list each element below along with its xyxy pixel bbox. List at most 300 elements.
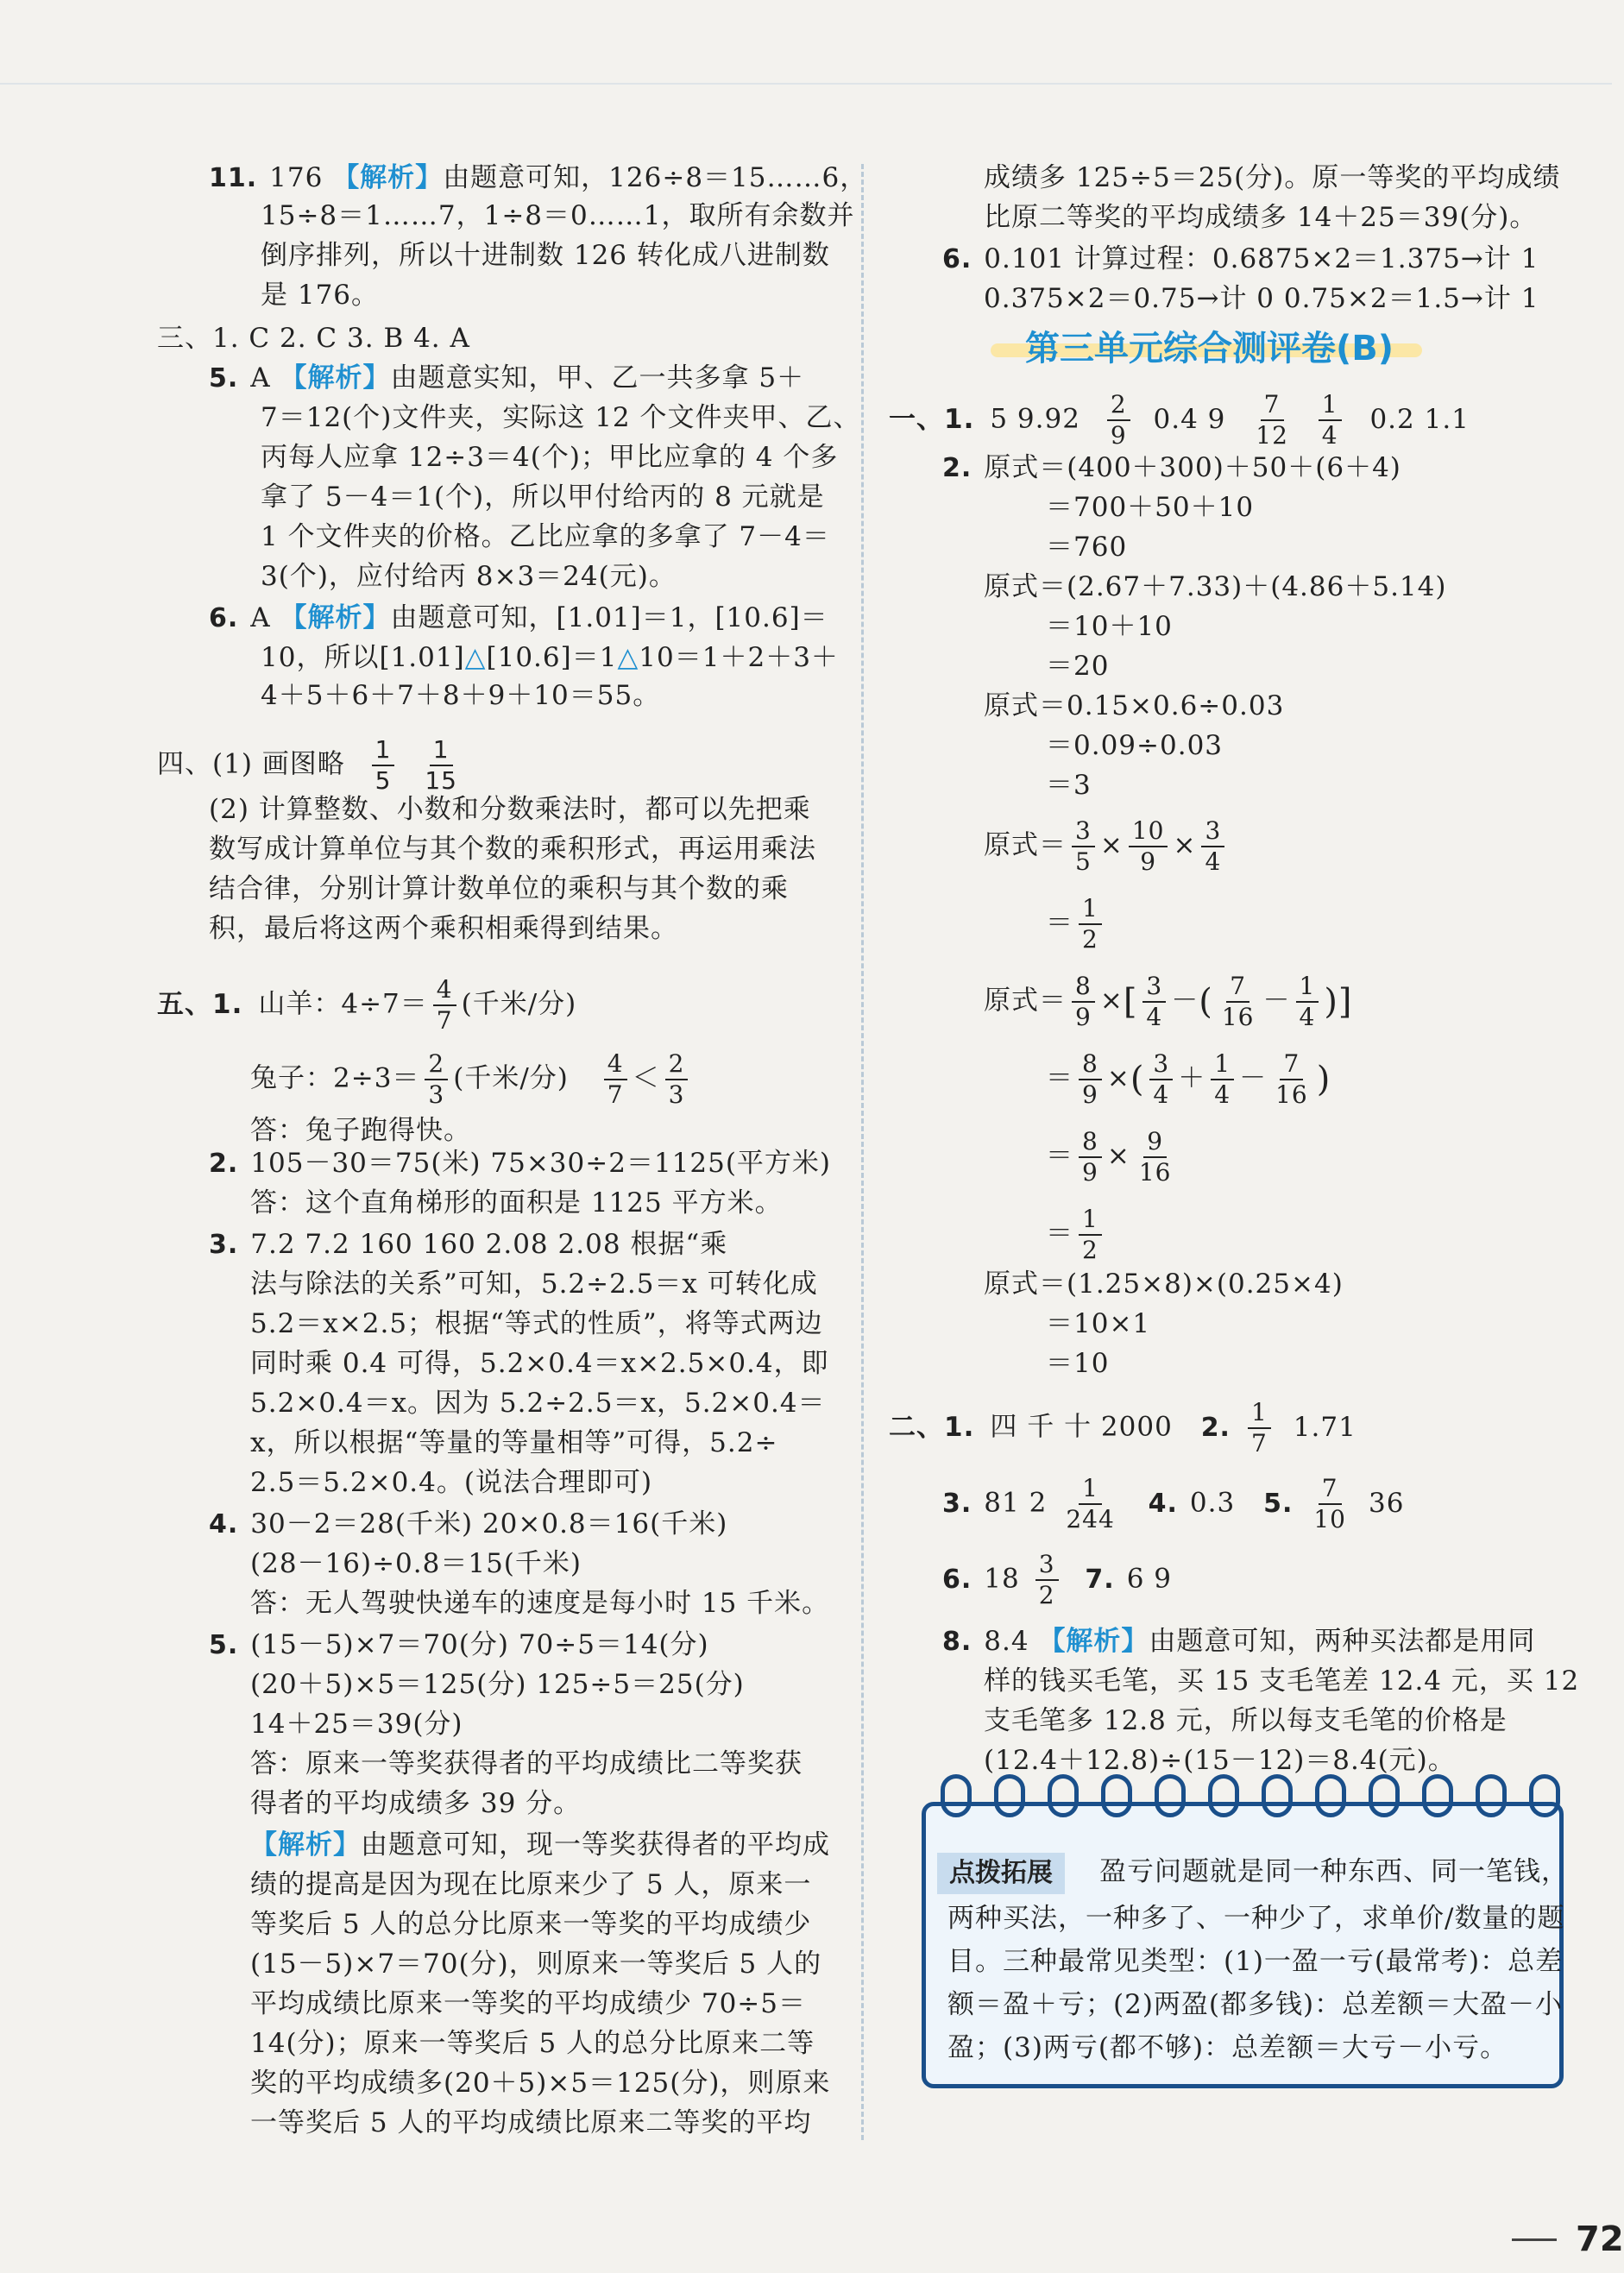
r-s1-label: 一、1.: [889, 403, 975, 435]
left-line: [209, 870, 789, 908]
denominator: 4: [1146, 1003, 1163, 1031]
r-s2-q2-answer: 1.71: [1293, 1411, 1356, 1443]
line-text: 倒序排列，所以十进制数 126 转化成八进制数: [261, 240, 830, 271]
line-text: 比原二等奖的平均成绩多 14＋25＝39(分)。: [984, 202, 1538, 233]
s3-q6-line2: [261, 639, 839, 677]
minus-operator: －: [1262, 985, 1291, 1017]
r-s2-q6-line: [942, 1550, 1172, 1610]
right-line: [984, 687, 1284, 725]
line-text: 平均成绩比原来一等奖的平均成绩少 70÷5＝: [250, 1988, 806, 2019]
page-number-dash: [1512, 2238, 1557, 2241]
expr-lhs: 原式＝: [984, 829, 1067, 861]
numerator: 7: [1261, 390, 1284, 421]
line-text: 积，最后将这两个乘积相乘得到结果。: [209, 913, 678, 944]
q6-text-b: [10.6]＝1: [486, 642, 618, 673]
r-s2-q7-number: 7.: [1085, 1564, 1115, 1595]
r-expr4-result: [1046, 894, 1107, 954]
line-text: 原式＝(1.25×8)×(0.25×4): [984, 1269, 1344, 1300]
s3-q5-number: 5.: [209, 363, 239, 394]
fraction: [1272, 1049, 1312, 1110]
left-line: [250, 1384, 826, 1422]
denominator: 3: [428, 1080, 445, 1109]
numerator: 10: [1129, 816, 1168, 847]
binder-ring-icon: [1155, 1774, 1186, 1817]
denominator: 16: [1138, 1158, 1172, 1187]
s5-q5-analysis-text: 由题意可知，现一等奖获得者的平均成: [361, 1829, 830, 1861]
denominator: 244: [1066, 1505, 1115, 1533]
line-text: 答：兔子跑得快。: [250, 1115, 471, 1146]
line-text: 答：原来一等奖获得者的平均成绩比二等奖获: [250, 1748, 803, 1779]
denominator: 15: [425, 766, 457, 795]
denominator: 3: [668, 1080, 685, 1109]
line-text: 支毛笔多 12.8 元，所以每支毛笔的价格是: [984, 1705, 1508, 1736]
s5-q1-goat-line: [157, 975, 576, 1036]
left-line: [250, 1584, 829, 1622]
line-text: 105－30＝75(米) 75×30÷2＝1125(平方米): [250, 1148, 832, 1179]
numerator: 4: [604, 1049, 627, 1080]
numerator: 1: [372, 735, 395, 766]
numerator: 4: [433, 975, 456, 1006]
question-number: 3.: [209, 1230, 239, 1260]
equals-sign: ＝: [1046, 1062, 1073, 1094]
s4-q1-line: [157, 735, 466, 796]
r-s2-q3-answer: 81 2: [984, 1487, 1048, 1519]
r-s2-label: 二、1.: [889, 1411, 975, 1443]
line-text: 答：无人驾驶快递车的速度是每小时 15 千米。: [250, 1588, 830, 1619]
q6-text-c: 10＝1＋2＋3＋: [639, 642, 839, 673]
fraction: [1252, 390, 1292, 450]
left-line: [209, 830, 816, 868]
times-operator: ×: [1106, 1140, 1130, 1172]
numerator: 1: [1079, 1205, 1102, 1236]
left-line: [261, 478, 825, 516]
q6-text-a: 10，所以[1.01]: [261, 642, 465, 673]
times-operator: ×: [1099, 829, 1124, 861]
fraction: [433, 975, 456, 1036]
right-line: [942, 240, 1539, 279]
line-text: 法与除法的关系”可知，5.2÷2.5＝x 可转化成: [250, 1269, 818, 1300]
denominator: 10: [1313, 1505, 1346, 1533]
denominator: 9: [1082, 1080, 1098, 1109]
s3-q6-line: [209, 599, 828, 638]
line-text: 一等奖后 5 人的平均成绩比原来二等奖的平均: [250, 2107, 812, 2138]
right-line: [942, 449, 1401, 488]
fraction: [1296, 972, 1319, 1032]
q11-analysis-text: 由题意可知，126÷8＝15……6，: [443, 162, 868, 193]
r-expr5-step2: [1046, 1049, 1331, 1110]
equals-sign: ＝: [1046, 1140, 1073, 1172]
left-line: [209, 1505, 727, 1544]
expr-lhs: 原式＝: [984, 985, 1067, 1017]
line-text: ＝10×1: [1046, 1308, 1151, 1339]
numerator: 1: [1296, 972, 1319, 1003]
fraction: [1079, 1127, 1102, 1187]
left-line: [250, 1344, 829, 1382]
numerator: 2: [665, 1049, 689, 1080]
r-expr5-result: [1046, 1205, 1107, 1265]
numerator: 8: [1079, 1049, 1102, 1080]
left-line: [250, 1305, 823, 1343]
binder-ring-icon: [1369, 1774, 1400, 1817]
r-s2-q5-number: 5.: [1263, 1488, 1294, 1519]
denominator: 7: [607, 1080, 624, 1109]
left-line: [250, 1265, 818, 1303]
bracket: ): [1316, 1060, 1331, 1099]
column-divider: [861, 164, 864, 2140]
line-text: 结合律，分别计算计数单位的乘积与其个数的乘: [209, 873, 789, 904]
fraction: [1142, 972, 1166, 1032]
line-text: ＝0.09÷0.03: [1046, 730, 1224, 761]
line-text: 原式＝(2.67＋7.33)＋(4.86＋5.14): [984, 571, 1447, 602]
denominator: 16: [1275, 1080, 1308, 1109]
line-text: (12.4＋12.8)÷(15－12)＝8.4(元)。: [984, 1745, 1456, 1776]
line-text: 15÷8＝1……7，1÷8＝0……1，取所有余数并: [261, 200, 855, 231]
denominator: 4: [1299, 1003, 1316, 1031]
r-s2-q2-number: 2.: [1200, 1412, 1231, 1443]
line-text: 3(个)，应付给丙 8×3＝24(元)。: [261, 561, 677, 592]
minus-operator: －: [1171, 985, 1199, 1017]
denominator: 5: [375, 766, 392, 795]
fraction: [1136, 1127, 1175, 1187]
left-line: [250, 1665, 745, 1703]
fraction: [425, 1049, 448, 1110]
s5-q1-rabbit-line: [250, 1049, 693, 1110]
left-line: [250, 2024, 815, 2062]
binder-ring-icon: [1101, 1774, 1132, 1817]
left-line: [261, 438, 838, 476]
left-line: [157, 319, 470, 357]
binder-ring-icon: [1422, 1774, 1453, 1817]
left-line: [209, 1626, 709, 1665]
s3-q6-analysis-text: 由题意可知，[1.01]＝1，[10.6]＝: [390, 602, 828, 633]
denominator: 16: [1221, 1003, 1255, 1031]
right-line: [984, 159, 1560, 197]
r-s1-q1-line: [889, 390, 1470, 450]
numerator: 2: [1107, 390, 1130, 421]
denominator: 9: [1082, 1158, 1098, 1187]
fraction: [1107, 390, 1130, 450]
fraction: [1218, 972, 1258, 1032]
left-line: [250, 2064, 830, 2102]
r-expr5-line: [984, 972, 1353, 1032]
tip-line-5: 盈；(3)两亏(都不够)：总差额＝大亏－小亏。: [947, 2032, 1508, 2063]
line-text: 绩的提高是因为现在比原来少了 5 人，原来一: [250, 1869, 812, 1900]
line-text: 14(分)；原来一等奖后 5 人的总分比原来二等: [250, 2028, 815, 2059]
fraction: [1079, 1049, 1102, 1110]
q11-line: [209, 159, 867, 198]
right-line: [984, 198, 1537, 236]
equals-sign: ＝: [1046, 1218, 1073, 1250]
bracket: )]: [1324, 982, 1353, 1022]
binder-ring-icon: [1315, 1774, 1346, 1817]
rabbit-unit: (千米/分): [453, 1062, 569, 1094]
line-text: ＝20: [1046, 651, 1110, 682]
numerator: 3: [1035, 1550, 1059, 1581]
s4-label: 四、(1) 画图略: [157, 748, 345, 780]
left-line: [261, 276, 379, 314]
minus-operator: －: [1239, 1062, 1268, 1094]
q11-analysis-tag: 【解析】: [332, 162, 444, 193]
left-line: [250, 1945, 821, 1983]
fraction: [1072, 816, 1095, 877]
numerator: 1: [1079, 894, 1102, 925]
fraction: [1129, 816, 1168, 877]
line-text: 数写成计算单位与其个数的乘积形式，再运用乘法: [209, 834, 816, 865]
q11-number: 11.: [209, 163, 258, 193]
r-s2-q8-answer: 8.4: [984, 1626, 1039, 1657]
line-text: 0.375×2＝0.75→计 0 0.75×2＝1.5→计 1: [984, 283, 1539, 314]
line-text: ＝10: [1046, 1348, 1110, 1379]
fraction: [1310, 1474, 1350, 1534]
r-s1-values-c: 0.2 1.1: [1369, 403, 1470, 435]
right-line: [1046, 727, 1223, 765]
line-text: (15－5)×7＝70(分) 70÷5＝14(分): [250, 1629, 709, 1660]
fraction: [372, 735, 395, 796]
tip-tag: 点拨拓展: [937, 1853, 1065, 1894]
triangle-operator-icon: △: [617, 642, 639, 673]
right-line: [984, 1702, 1508, 1740]
numerator: 1: [1248, 1398, 1271, 1429]
q11-answer: 176: [269, 162, 333, 193]
right-line: [1046, 1344, 1109, 1382]
line-text: 2.5＝5.2×0.4。(说法合理即可): [250, 1467, 653, 1498]
question-number: 2.: [942, 453, 973, 483]
r-s2-q7-answer: 6 9: [1126, 1563, 1173, 1595]
denominator: 2: [1038, 1581, 1055, 1609]
line-text: 30－2＝28(千米) 20×0.8＝16(千米): [250, 1508, 728, 1539]
fraction: [1149, 1049, 1173, 1110]
tip-line-2: 两种买法，一种多了、一种少了，求单价/数量的题: [947, 1903, 1565, 1934]
numerator: 3: [1149, 1049, 1173, 1080]
binder-ring-icon: [1262, 1774, 1293, 1817]
s3-q5-line: [209, 359, 804, 398]
left-line: [261, 236, 830, 274]
numerator: 3: [1201, 816, 1224, 847]
r-s2-q3-line: [942, 1474, 1404, 1534]
right-line: [984, 1662, 1579, 1700]
left-line: [261, 197, 854, 235]
goat-unit: (千米/分): [461, 988, 577, 1020]
left-line: [261, 677, 660, 715]
left-line: [250, 1705, 463, 1743]
line-text: 样的钱买毛笔，买 15 支毛笔差 12.4 元，买 12: [984, 1665, 1580, 1697]
r-s2-q8-number: 8.: [942, 1627, 973, 1657]
numerator: 2: [425, 1049, 448, 1080]
numerator: 9: [1143, 1127, 1167, 1158]
fraction: [421, 735, 461, 796]
numerator: 1: [1319, 390, 1342, 421]
denominator: 9: [1075, 1003, 1092, 1031]
right-line: [1046, 528, 1127, 566]
line-text: (28－16)÷0.8＝15(千米): [250, 1548, 582, 1579]
binder-ring-icon: [994, 1774, 1025, 1817]
r-s2-q8-analysis-text: 由题意可知，两种买法都是用同: [1149, 1626, 1536, 1657]
left-line: [209, 1144, 831, 1183]
question-number: 6.: [942, 244, 973, 274]
denominator: 7: [1250, 1429, 1268, 1458]
unit-title: 第三单元综合测评卷(B): [1025, 321, 1394, 370]
right-line: [984, 568, 1446, 606]
triangle-operator-icon: △: [464, 642, 487, 673]
tip-line-1: 盈亏问题就是同一种东西、同一笔钱，: [1099, 1856, 1569, 1887]
line-text: ＝3: [1046, 770, 1092, 801]
r-s2-q6-number: 6.: [942, 1564, 973, 1595]
denominator: 9: [1140, 847, 1157, 876]
line-text: 同时乘 0.4 可得，5.2×0.4＝x×2.5×0.4，即: [250, 1348, 829, 1379]
left-line: [209, 790, 811, 828]
r-s2-q8-analysis-tag: 【解析】: [1038, 1626, 1149, 1657]
denominator: 2: [1082, 925, 1098, 954]
left-line: [250, 1905, 811, 1943]
line-text: x，所以根据“等量的等量相等”可得，5.2÷: [250, 1427, 778, 1458]
line-text: 丙每人应拿 12÷3＝4(个)；甲比应拿的 4 个多: [261, 442, 839, 473]
line-text: 等奖后 5 人的总分比原来一等奖的平均成绩少: [250, 1909, 812, 1940]
left-line: [250, 2104, 811, 2142]
r-expr4-line: [984, 816, 1230, 877]
right-line: [1046, 608, 1173, 645]
question-number: 2.: [209, 1149, 239, 1179]
fraction: [1062, 1474, 1117, 1534]
fraction: [1201, 816, 1224, 877]
fraction: [665, 1049, 689, 1110]
right-line: [1046, 488, 1254, 526]
left-line: [261, 557, 677, 595]
numerator: 8: [1072, 972, 1095, 1003]
left-line: [209, 910, 678, 948]
line-text: 7.2 7.2 160 160 2.08 2.08 根据“乘: [250, 1229, 728, 1260]
tip-line-4: 额＝盈＋亏；(2)两盈(都多钱)：总差额＝大盈－小: [947, 1989, 1564, 2020]
line-text: 成绩多 125÷5＝25(分)。原一等奖的平均成绩: [984, 162, 1561, 193]
denominator: 4: [1321, 421, 1338, 450]
fraction: [1079, 1205, 1102, 1265]
numerator: 1: [1211, 1049, 1234, 1080]
r-s2-q4-number: 4.: [1148, 1488, 1178, 1519]
line-text: ＝10＋10: [1046, 611, 1173, 642]
denominator: 9: [1110, 421, 1127, 450]
left-line: [250, 1545, 582, 1583]
fraction: [1211, 1049, 1234, 1110]
line-text: 7＝12(个)文件夹，实际这 12 个文件夹甲、乙、: [261, 402, 861, 433]
fraction: [1079, 894, 1102, 954]
fraction: [604, 1049, 627, 1110]
left-line: [261, 518, 830, 556]
r-s2-q1-answer: 四 千 十 2000: [990, 1411, 1173, 1443]
compare-operator: ＜: [632, 1062, 660, 1094]
bracket: (: [1130, 1060, 1145, 1099]
binder-ring-icon: [941, 1774, 972, 1817]
line-text: 原式＝0.15×0.6÷0.03: [984, 690, 1285, 721]
left-line: [250, 1184, 783, 1222]
r-s2-q6-answer: 18: [984, 1563, 1020, 1595]
denominator: 4: [1214, 1080, 1231, 1109]
r-s2-q1-line: [889, 1398, 1356, 1458]
denominator: 2: [1082, 1236, 1098, 1264]
line-text: 原式＝(400＋300)＋50＋(6＋4): [984, 452, 1401, 483]
r-s1-values-a: 5 9.92: [990, 403, 1080, 435]
line-text: 14＋25＝39(分): [250, 1709, 463, 1740]
fraction: [1319, 390, 1342, 450]
s5-label: 五、1.: [157, 988, 243, 1020]
line-text: 三、1. C 2. C 3. B 4. A: [157, 323, 470, 354]
line-text: 是 176。: [261, 280, 380, 311]
s3-q5-analysis-tag: 【解析】: [280, 362, 391, 394]
times-operator: ×: [1106, 1062, 1130, 1094]
line-text: 拿了 5－4＝1(个)，所以甲付给丙的 8 元就是: [261, 482, 825, 513]
binder-rings: [941, 1774, 1562, 1835]
numerator: 7: [1280, 1049, 1303, 1080]
fraction: [1072, 972, 1095, 1032]
binder-ring-icon: [1529, 1774, 1560, 1817]
binder-ring-icon: [1476, 1774, 1507, 1817]
right-line: [1046, 647, 1109, 685]
goat-expr: 山羊：4÷7＝: [258, 988, 428, 1020]
left-line: [261, 399, 861, 437]
s3-q5-answer: A: [250, 362, 280, 394]
line-text: 0.101 计算过程：0.6875×2＝1.375→计 1: [984, 243, 1539, 274]
fraction: [1248, 1398, 1271, 1458]
line-text: 得者的平均成绩多 39 分。: [250, 1788, 582, 1819]
numerator: 7: [1319, 1474, 1342, 1505]
line-text: (15－5)×7＝70(分)，则原来一等奖后 5 人的: [250, 1949, 822, 1980]
tip-line-3: 目。三种最常见类型：(1)一盈一亏(最常考)：总差: [947, 1946, 1564, 1977]
r-expr5-step3: [1046, 1127, 1180, 1187]
line-text: ＝760: [1046, 532, 1128, 563]
numerator: 8: [1079, 1127, 1102, 1158]
question-number: 4.: [209, 1509, 239, 1539]
r-s2-q5-answer: 36: [1369, 1487, 1405, 1519]
line-text: (20＋5)×5＝125(分) 125÷5＝25(分): [250, 1669, 745, 1700]
left-line: [250, 1424, 777, 1462]
left-line: [209, 1225, 727, 1264]
binder-ring-icon: [1048, 1774, 1079, 1817]
page-number: 72: [1576, 2219, 1624, 2259]
numerator: 3: [1142, 972, 1166, 1003]
denominator: 7: [436, 1006, 453, 1035]
r-s2-q4-answer: 0.3: [1189, 1487, 1236, 1519]
bracket: (: [1199, 982, 1213, 1022]
top-rule: [0, 83, 1612, 85]
left-line: [250, 1866, 811, 1904]
r-s2-q3-number: 3.: [942, 1488, 973, 1519]
rabbit-expr: 兔子：2÷3＝: [250, 1062, 420, 1094]
right-line: [1046, 766, 1092, 804]
bracket: [: [1123, 982, 1138, 1022]
numerator: 7: [1226, 972, 1249, 1003]
numerator: 1: [1079, 1474, 1102, 1505]
line-text: 答：这个直角梯形的面积是 1125 平方米。: [250, 1187, 783, 1218]
denominator: 4: [1205, 847, 1222, 876]
line-text: 4＋5＋6＋7＋8＋9＋10＝55。: [261, 680, 661, 711]
right-line: [984, 1265, 1344, 1303]
denominator: 4: [1153, 1080, 1170, 1109]
denominator: 12: [1256, 421, 1288, 450]
right-line: [984, 280, 1539, 318]
left-line: [250, 1985, 806, 2023]
denominator: 5: [1075, 847, 1092, 876]
times-operator: ×: [1099, 985, 1124, 1017]
right-line: [1046, 1305, 1150, 1343]
times-operator: ×: [1173, 829, 1197, 861]
r-s1-values-b: 0.4 9: [1153, 403, 1226, 435]
question-number: 5.: [209, 1630, 239, 1660]
line-text: 5.2×0.4＝x。因为 5.2÷2.5＝x，5.2×0.4＝: [250, 1388, 826, 1419]
left-line: [250, 1785, 581, 1823]
s3-q6-answer: A: [250, 602, 280, 633]
line-text: 奖的平均成绩多(20＋5)×5＝125(分)，则原来: [250, 2068, 831, 2099]
s3-q6-number: 6.: [209, 603, 239, 633]
numerator: 1: [430, 735, 453, 766]
fraction: [1035, 1550, 1059, 1610]
